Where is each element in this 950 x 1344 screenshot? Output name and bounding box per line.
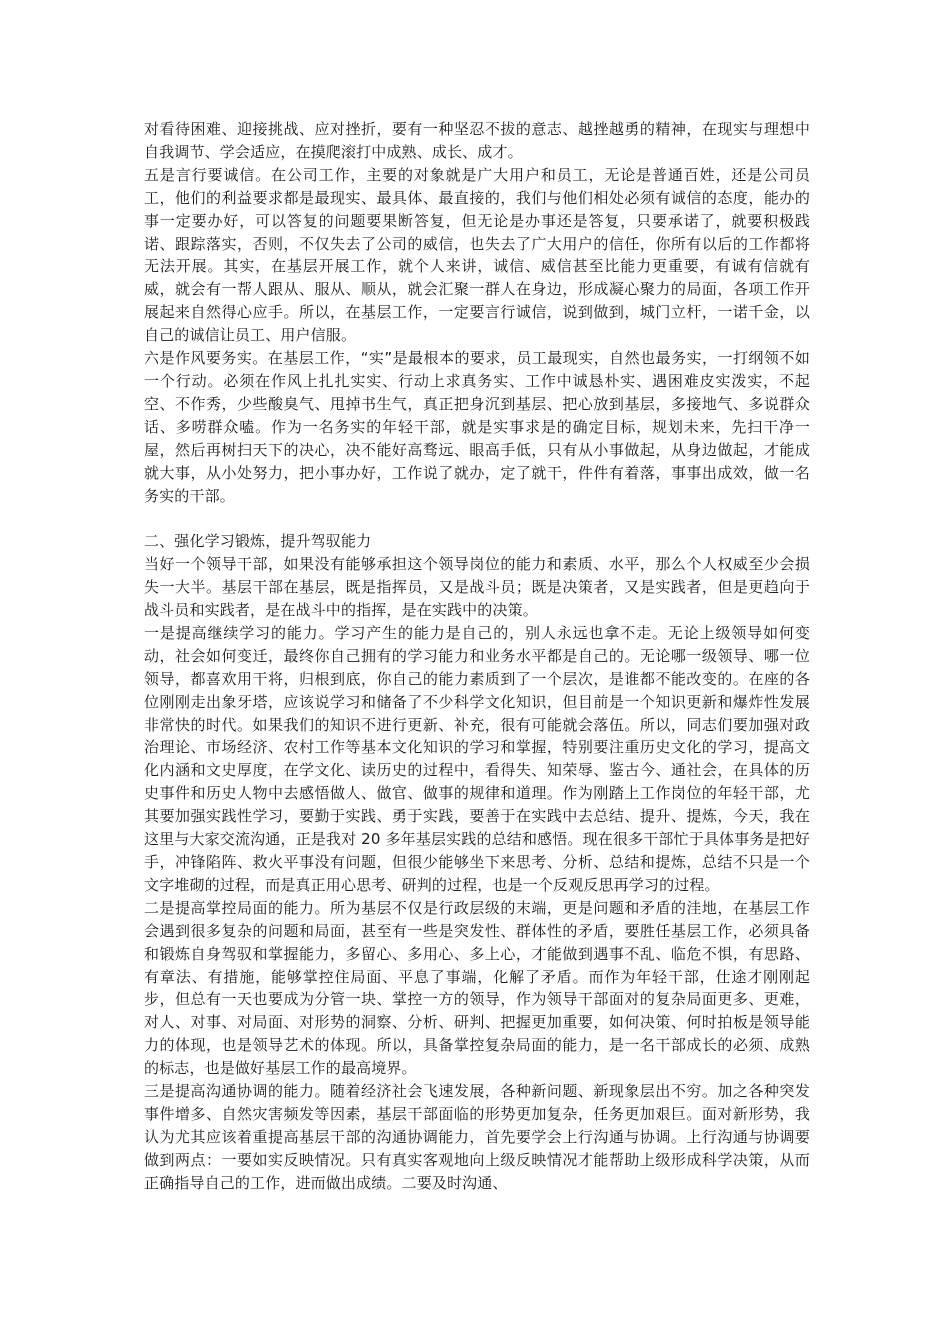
document-body [144,118,810,1195]
blank-line [144,507,810,530]
paragraph-integrity: 五是言行要诚信。在公司工作，主要的对象就是广大用户和员工，无论是普通百姓，还是公司员工，他们的利益要求都是最现实、最具体、最直接的，我们与他们相处必须有诚信的态度，能办的事一定要办好，可以答复的问题要果断答复，但无论是办事还是答复，只要承诺了，就要积极践诺、跟踪落实，否则，不仅失去了公司的威信，也失去了广大用户的信任，你所有以后的工作都将无法开展。其实，在基层开展工作，就个人来讲，诚信、威信甚至比能力更重要，有诚有信就有威，就会有一帮人跟从、服从、顺从，就会汇聚一群人在身边，形成凝心聚力的局面，各项工作开展起来自然得心应手。所以，在基层工作，一定要言行诚信，说到做到，城门立杆，一诺千金，以自己的诚信让员工、用户信服。 [144,165,810,345]
paragraph-control-ability: 二是提高掌控局面的能力。所为基层不仅是行政层级的末端，更是问题和矛盾的洼地，在基层工作会遇到很多复杂的问题和局面，甚至有一些是突发性、群体性的矛盾，要胜任基层工作，必须具备和锻炼自身驾驭和掌握能力，多留心、多用心、多上心，才能做到遇事不乱、临危不惧，有思路、有章法、有措施，能够掌控住局面、平息了事端，化解了矛盾。而作为年轻干部，仕途才刚刚起步，但总有一天也要成为分管一块、掌控一方的领导，作为领导干部面对的复杂局面更多、更难，对人、对事、对局面、对形势的洞察、分析、研判、把握更加重要，如何决策、何时拍板是领导能力的体现，也是领导艺术的体现。所以，具备掌控复杂局面的能力，是一名干部成长的必须、成熟的标志，也是做好基层工作的最高境界。 [144,898,810,1078]
section-heading: 二、强化学习锻炼，提升驾驭能力 [144,532,372,551]
paragraph-communication-ability: 三是提高沟通协调的能力。随着经济社会飞速发展，各种新问题、新现象层出不穷。加之各种突发事件增多、自然灾害频发等因素，基层干部面临的形势更加复杂，任务更加艰巨。面对新形势，我认为尤其应该着重提高基层干部的沟通协调能力，首先要学会上行沟通与协调。上行沟通与协调要做到两点：一要如实反映情况。只有真实客观地向上级反映情况才能帮助上级形成科学决策，从而正确指导自己的工作，进而做出成绩。二要及时沟通、 [144,1082,810,1192]
paragraph-section-intro: 当好一个领导干部，如果没有能够承担这个领导岗位的能力和素质、水平，那么个人权威至少会损失一大半。基层干部在基层，既是指挥员，又是战斗员；既是决策者，又是实践者，但是更趋向于战斗员和实践者，是在战斗中的指挥，是在实践中的决策。 [144,555,810,620]
paragraph-continuation: 对看待困难、迎接挑战、应对挫折，要有一种坚忍不拔的意志、越挫越勇的精神，在现实与理想中自我调节、学会适应，在摸爬滚打中成熟、成长、成才。 [144,120,810,161]
paragraph-pragmatic-style: 六是作风要务实。在基层工作，“实”是最根本的要求，员工最现实，自然也最务实，一打纲领不如一个行动。必须在作风上扎扎实实、行动上求真务实、工作中诚恳朴实、遇困难皮实泼实，不起空、不作秀，少些酸臭气、甩掉书生气，真正把身沉到基层、把心放到基层，多接地气、多说群众话、多唠群众嗑。作为一名务实的年轻干部，就是实事求是的确定目标，规划未来，先扫干净一屋，然后再树扫天下的决心，决不能好高骛远、眼高手低，只有从小事做起，从身边做起，才能成就大事，从小处努力，把小事办好，工作说了就办，定了就干，件件有着落，事事出成效，做一名务实的干部。 [144,349,810,505]
paragraph-learning-ability: 一是提高继续学习的能力。学习产生的能力是自己的，别人永远也拿不走。无论上级领导如何变动，社会如何变迁，最终你自己拥有的学习能力和业务水平都是自己的。无论哪一级领导、哪一位领导，都喜欢用干将，归根到底，你自己的能力素质到了一个层次，是谁都不能改变的。在座的各位刚刚走出象牙塔，应该说学习和储备了不少科学文化知识，但目前是一个知识更新和爆炸性发展非常快的时代。如果我们的知识不进行更新、补充，很有可能就会落伍。所以，同志们要加强对政治理论、市场经济、农村工作等基本文化知识的学习和掌握，特别要注重历史文化的学习，提高文化内涵和文史厚度，在学文化、读历史的过程中，看得失、知荣辱、鉴古今、通社会，在具体的历史事件和历史人物中去感悟做人、做官、做事的规律和道理。作为刚踏上工作岗位的年轻干部，尤其要加强实践性学习，要勤于实践、勇于实践，要善于在实践中去总结、提升、提炼，今天，我在这里与大家交流沟通，正是我对 20 多年基层实践的总结和感悟。现在很多干部忙于具体事务是把好手，冲锋陷阵、救火平事没有问题，但很少能够坐下来思考、分析、总结和提炼，总结不只是一个文字堆砌的过程，而是真正用心思考、研判的过程，也是一个反观反思再学习的过程。 [144,623,810,894]
